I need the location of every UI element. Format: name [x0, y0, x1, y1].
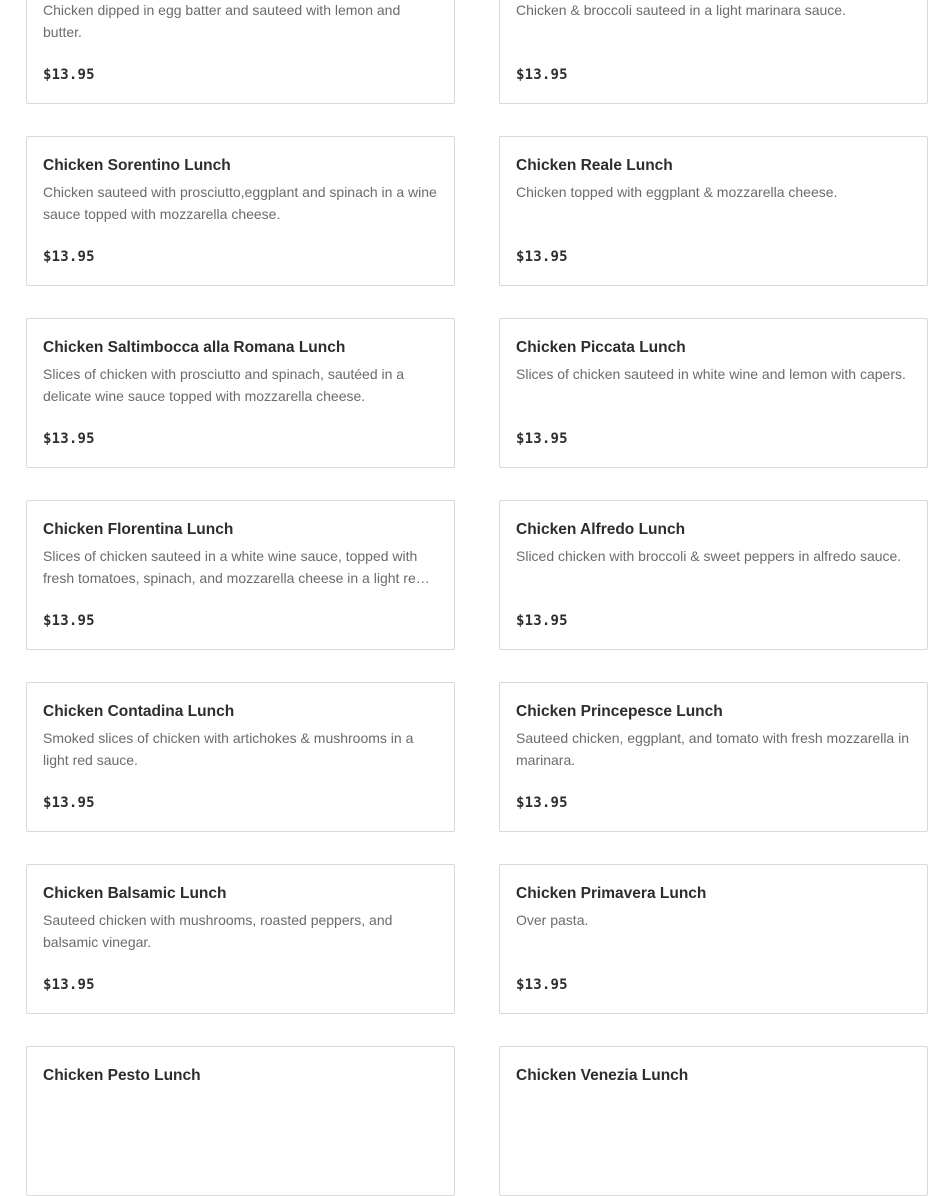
menu-item-description: Chicken dipped in egg batter and sauteed with lemon and butter. [43, 2, 401, 40]
menu-item-description: Smoked slices of chicken with artichokes & mushrooms in a light red sauce. [43, 730, 414, 768]
menu-item-card[interactable] [26, 0, 455, 104]
menu-item-description: Chicken & broccoli sauteed in a light marinara sauce. [516, 2, 846, 18]
menu-item-description: Sliced chicken with broccoli & sweet peppers in alfredo sauce. [516, 548, 902, 564]
menu-item-name: Chicken Sorentino Lunch [43, 157, 231, 174]
menu-item-card[interactable] [499, 500, 928, 650]
menu-item-name: Chicken Reale Lunch [516, 157, 673, 174]
menu-item-name: Chicken Venezia Lunch [516, 1067, 689, 1084]
menu-item-card[interactable] [26, 682, 455, 832]
menu-item-name: Chicken Balsamic Lunch [43, 885, 227, 902]
menu-item-card[interactable] [499, 0, 928, 104]
menu-item-card[interactable] [26, 136, 455, 286]
menu-item-description: Slices of chicken with prosciutto and spinach, sautéed in a delicate wine sauce topped with mozzarella cheese. [43, 366, 405, 404]
menu-item-name: Chicken Primavera Lunch [516, 885, 707, 902]
menu-item-card[interactable] [26, 1046, 455, 1196]
menu-item-price: $13.95 [43, 613, 95, 629]
menu-item-card[interactable] [26, 864, 455, 1014]
menu-item-name: Chicken Saltimbocca alla Romana Lunch [43, 339, 346, 356]
menu-item-card[interactable] [499, 318, 928, 468]
menu-item-price: $13.95 [43, 249, 95, 265]
menu-item-card[interactable] [499, 864, 928, 1014]
menu-item-price: $13.95 [43, 431, 95, 447]
menu-item-card[interactable] [499, 136, 928, 286]
menu-item-description: Chicken sauteed with prosciutto,eggplant and spinach in a wine sauce topped with mozzarella cheese. [43, 184, 437, 222]
menu-item-card[interactable] [499, 682, 928, 832]
menu-item-name: Chicken Piccata Lunch [516, 339, 686, 356]
menu-item-name: Chicken Contadina Lunch [43, 703, 235, 720]
menu-item-name: Chicken Princepesce Lunch [516, 703, 723, 720]
menu-item-description: Sauteed chicken with mushrooms, roasted peppers, and balsamic vinegar. [43, 912, 393, 950]
menu-item-description: Over pasta. [516, 912, 589, 928]
menu-item-description: Slices of chicken sauteed in white wine and lemon with capers. [516, 366, 906, 382]
menu-item-card[interactable] [26, 500, 455, 650]
menu-item-price: $13.95 [43, 977, 95, 993]
menu-item-name: Chicken Pesto Lunch [43, 1067, 201, 1084]
menu-item-price: $13.95 [516, 613, 568, 629]
menu-item-name: Chicken Alfredo Lunch [516, 521, 686, 538]
menu-item-price: $13.95 [516, 795, 568, 811]
menu-item-card[interactable] [499, 1046, 928, 1196]
menu-item-description: Sauteed chicken, eggplant, and tomato with fresh mozzarella in marinara. [516, 730, 910, 768]
menu-item-description: Chicken topped with eggplant & mozzarella cheese. [516, 184, 838, 200]
menu-item-price: $13.95 [516, 977, 568, 993]
menu-item-price: $13.95 [43, 795, 95, 811]
menu-item-price: $13.95 [43, 67, 95, 83]
menu-item-price: $13.95 [516, 431, 568, 447]
menu-item-price: $13.95 [516, 67, 568, 83]
menu-item-card[interactable] [26, 318, 455, 468]
menu-item-name: Chicken Florentina Lunch [43, 521, 234, 538]
menu-item-price: $13.95 [516, 249, 568, 265]
menu-item-description: Slices of chicken sauteed in a white wine sauce, topped with fresh tomatoes, spinach, and mozzarella cheese in a light re… [43, 548, 430, 586]
